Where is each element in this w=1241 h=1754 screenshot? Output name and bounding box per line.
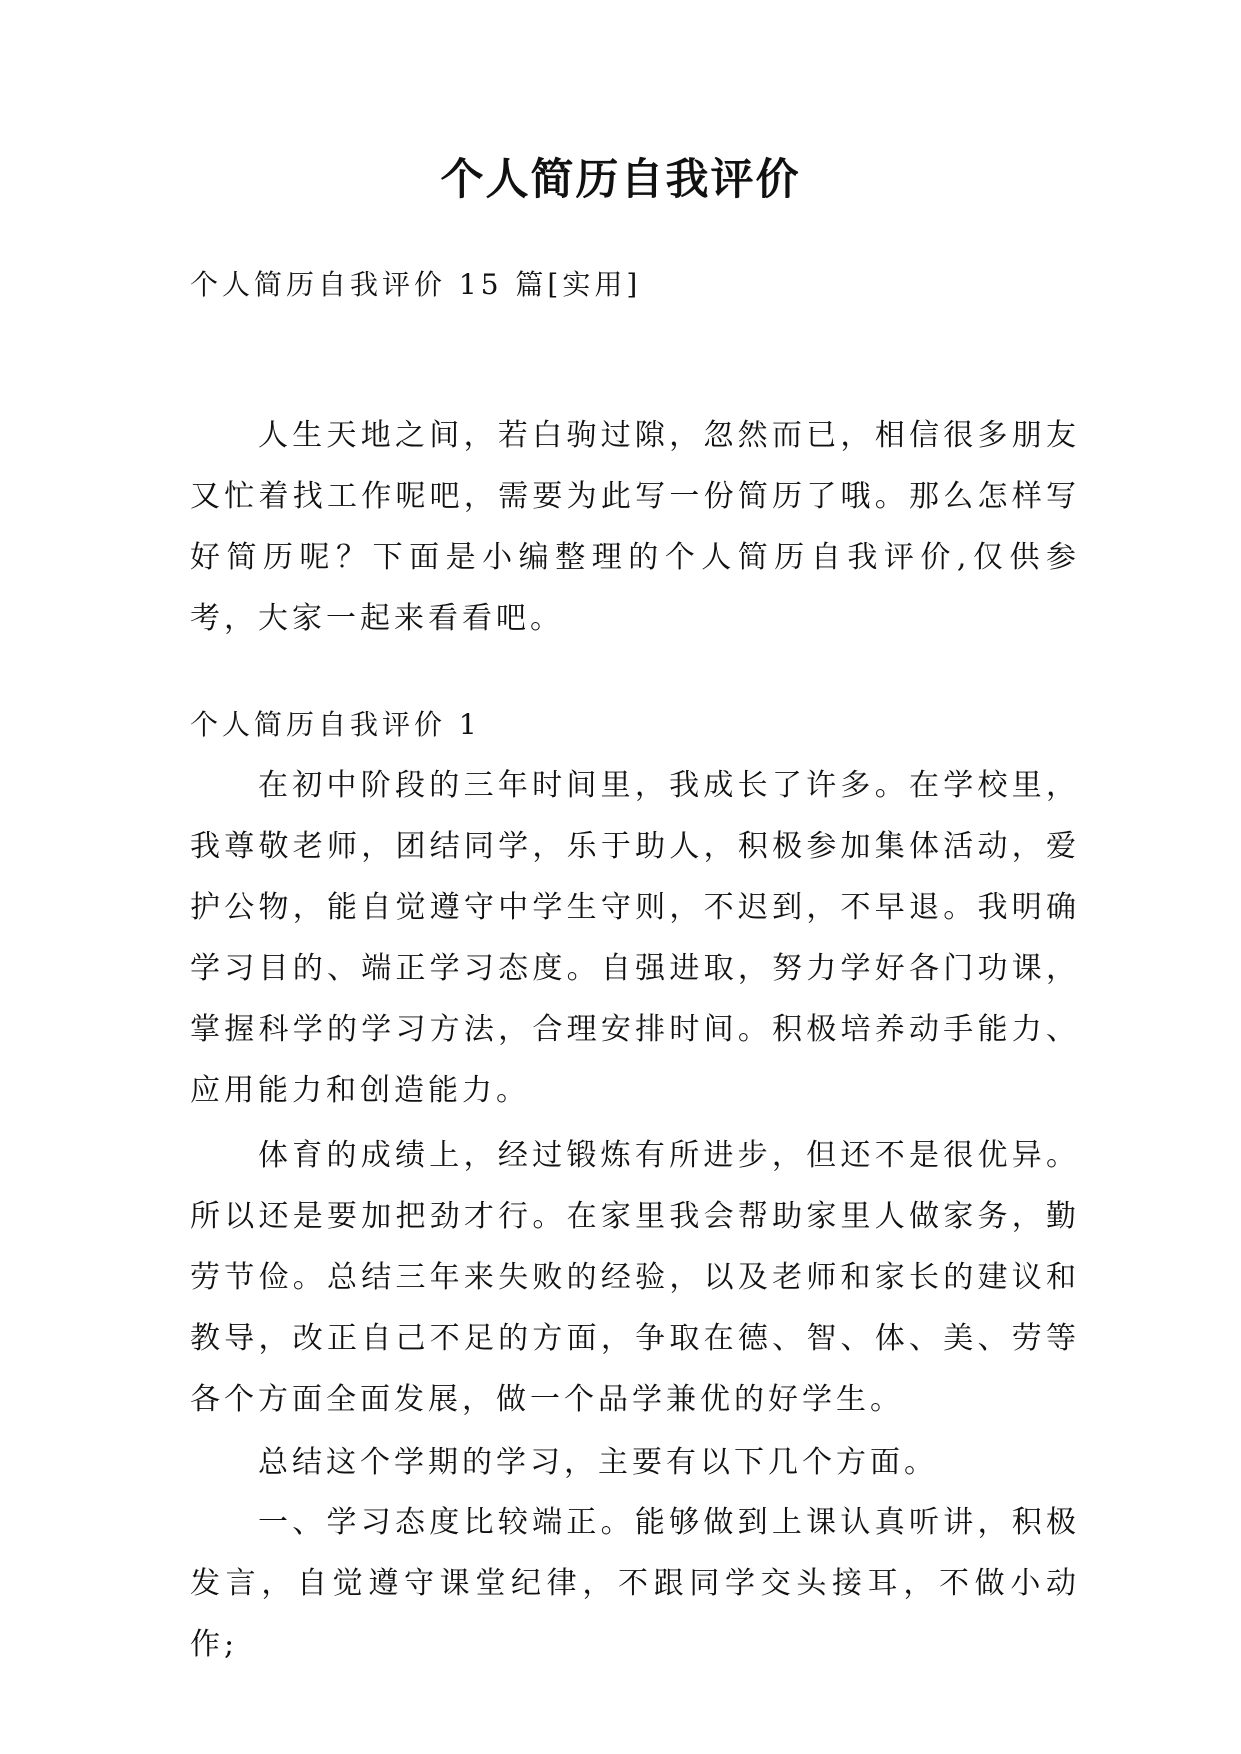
body-paragraph: 体育的成绩上，经过锻炼有所进步，但还不是很优异。所以还是要加把劲才行。在家里我会帮助家里人做家务，勤劳节俭。总结三年来失败的经验，以及老师和家长的建议和教导，改正自己不足的方面，争取在德、智、体、美、劳等各个方面全面发展，做一个品学兼优的好学生。 <box>190 1138 1080 1417</box>
section-heading: 个人简历自我评价 1 <box>190 708 481 741</box>
body-paragraph: 总结这个学期的学习，主要有以下几个方面。 <box>258 1445 938 1480</box>
document-subtitle: 个人简历自我评价 15 篇[实用] <box>190 268 642 301</box>
intro-paragraph: 人生天地之间，若白驹过隙，忽然而已，相信很多朋友又忙着找工作呢吧，需要为此写一份简历了哦。那么怎样写好简历呢？下面是小编整理的个人简历自我评价,仅供参考，大家一起来看看吧。 <box>190 418 1080 636</box>
document-title: 个人简历自我评价 <box>440 155 801 205</box>
body-paragraph: 在初中阶段的三年时间里，我成长了许多。在学校里，我尊敬老师，团结同学，乐于助人，积极参加集体活动，爱护公物，能自觉遵守中学生守则，不迟到，不早退。我明确学习目的、端正学习态度。自强进取，努力学好各门功课，掌握科学的学习方法，合理安排时间。积极培养动手能力、应用能力和创造能力。 <box>190 768 1080 1108</box>
body-paragraph: 一、学习态度比较端正。能够做到上课认真听讲，积极发言，自觉遵守课堂纪律，不跟同学交头接耳，不做小动作; <box>190 1505 1080 1662</box>
